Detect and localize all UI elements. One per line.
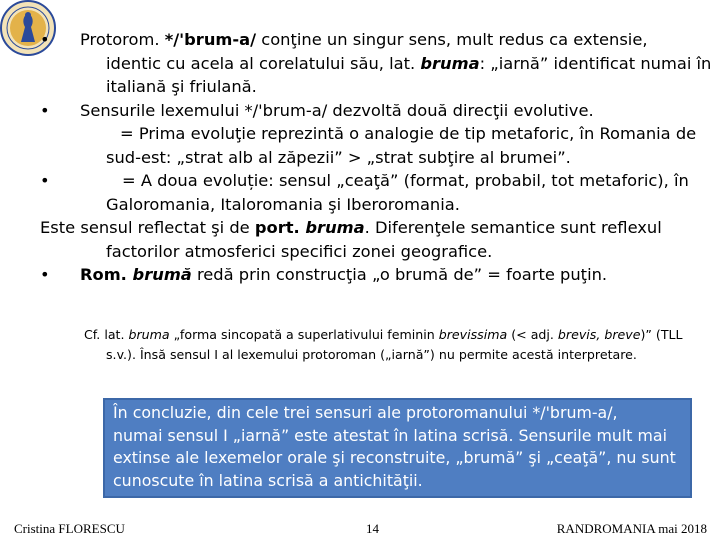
bullet-sensurile: • Sensurile lexemului */'brum‑a/ dezvoltă două direcţii evolutive. bbox=[40, 99, 705, 123]
este-paragraph: Este sensul reflectat şi de port. bruma. Diferenţele semantice sunt reflexul bbox=[40, 218, 662, 237]
page-number: 14 bbox=[366, 521, 379, 536]
footer-author: Cristina FLORESCU bbox=[14, 521, 125, 536]
cf-note: Cf. lat. bruma „forma sincopată a superlativului feminin brevissima (< adj. brevis, breve)” (TLL s.v.). Însă sensul I al lexemului protoroman („iarnă”) nu permite acestă interpretare. bbox=[84, 327, 683, 362]
sub-evolution-2: • = A doua evoluție: sensul „ceaţă” (format, probabil, tot metaforic), în bbox=[40, 169, 705, 193]
bullet-mark: • bbox=[40, 100, 50, 120]
main-text: • Protorom. */'brum‑a/ conţine un singur sens, mult redus ca extensie, identic cu acela al corelatului său, lat. bruma: „iarnă” identificat numai în italiană şi friulană. • Sensurile lexemului */'brum‑a/ dezvoltă două direcţii evolutive. = Prima evoluţie reprezintă o analogie de tip metaforic, în Romania de sud-est: „strat alb al zăpezii” > „strat subţire al brumei”. • = A doua evoluție: sensul „ceaţă” (format, probabil, tot metaforic), în Galoromania, Italoromania şi Iberoromania. Este sensul reflectat şi de port. bruma. Diferenţele semantice sunt reflexul factorilor atmosferici specifici zonei geografice. • Rom. brumă redă prin construcţia „o brumă de” = foarte puţin. bbox=[40, 28, 705, 287]
bullet-mark: • bbox=[40, 30, 50, 49]
bullet-mark: • bbox=[40, 171, 50, 190]
bullet-rom: • Rom. brumă redă prin construcţia „o brumă de” = foarte puţin. bbox=[40, 263, 705, 287]
bullet-protorom: • Protorom. */'brum‑a/ conţine un singur sens, mult redus ca extensie, bbox=[40, 28, 705, 52]
conclusion-box: În concluzie, din cele trei sensuri ale protoromanului */'brum‑a/, numai sensul I „iarnă” este atestat în latina scrisă. Sensurile mult mai extinse ale lexemelor orale şi reconstruite, „brumă” şi „ceaţă”, nu sunt cunoscute în latina scrisă a antichităţii. bbox=[103, 398, 692, 498]
sub-evolution-1: = Prima evoluţie reprezintă o analogie de tip metaforic, în Romania de bbox=[120, 124, 697, 143]
bullet-mark: • bbox=[40, 265, 50, 284]
footer-event: RANDROMANIA mai 2018 bbox=[556, 521, 707, 536]
